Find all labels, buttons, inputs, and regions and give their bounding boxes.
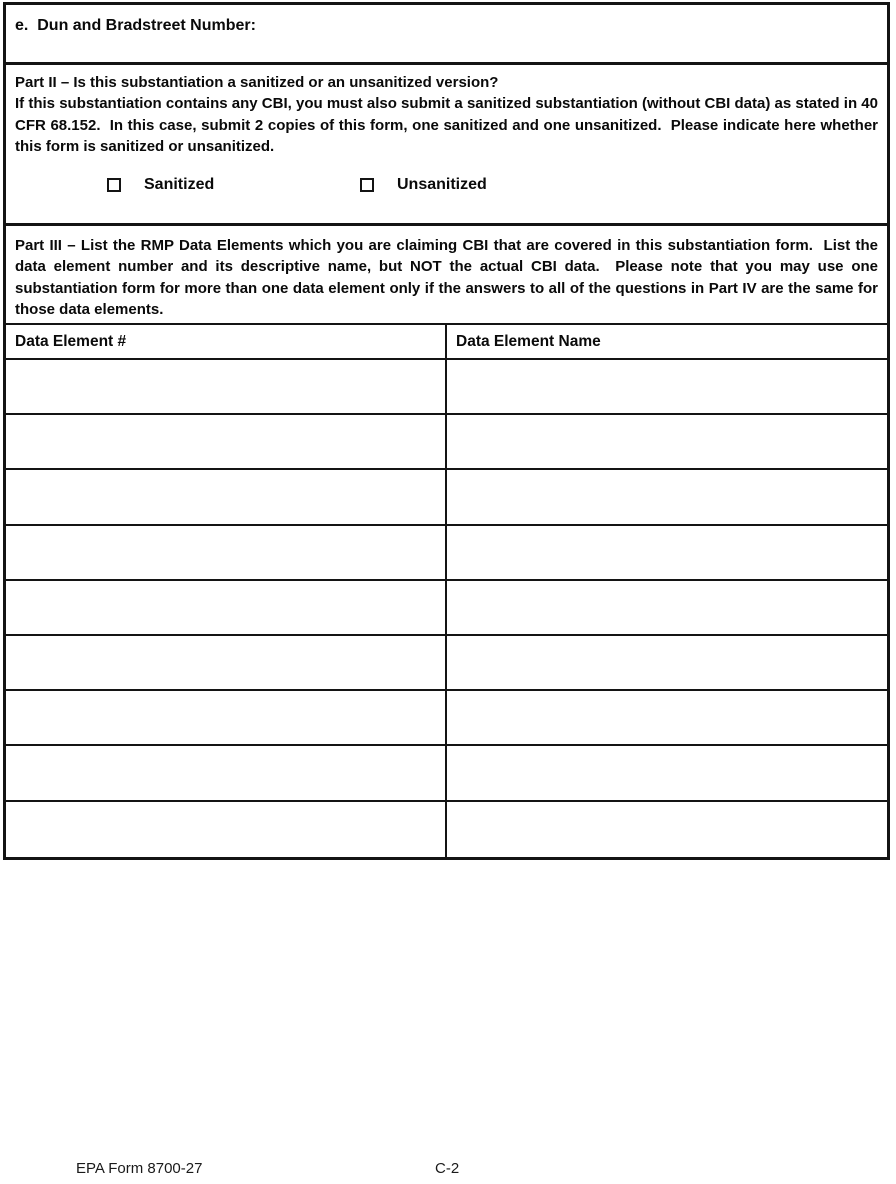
- sanitized-options-row: [15, 176, 878, 198]
- data-element-name-cell[interactable]: [447, 470, 887, 523]
- header-data-element-name: Data Element Name: [456, 332, 601, 350]
- table-row: [6, 360, 887, 415]
- table-row: [6, 802, 887, 858]
- table-row: [6, 691, 887, 746]
- data-element-number-cell[interactable]: [6, 746, 447, 799]
- data-element-name-cell[interactable]: [447, 581, 887, 634]
- unsanitized-label: Unsanitized: [397, 176, 487, 194]
- part2-section: [6, 65, 887, 226]
- data-element-name-cell[interactable]: [447, 360, 887, 413]
- part3-body: Part III – List the RMP Data Elements which you are claiming CBI that are covered in this substantiation form. List the data element number and its descriptive name, but NOT the actual CBI data. Please note that you may use one substantiation form for more than one data element only if the answers to all of the questions in Part IV are the same for those data elements.: [15, 237, 883, 318]
- data-element-name-cell[interactable]: [447, 746, 887, 799]
- sanitized-label: Sanitized: [144, 176, 215, 194]
- table-row: [6, 470, 887, 525]
- table-row: [6, 581, 887, 636]
- footer-form-number: EPA Form 8700-27: [76, 1160, 203, 1177]
- sanitized-checkbox[interactable]: [107, 178, 121, 192]
- data-element-name-cell[interactable]: [447, 636, 887, 689]
- cbi-substantiation-form: [3, 2, 890, 860]
- data-elements-table-header: [6, 325, 887, 360]
- data-element-number-cell[interactable]: [6, 802, 447, 858]
- header-data-element-number: Data Element #: [6, 325, 447, 358]
- part2-title: Part II – Is this substantiation a sanitized or an unsanitized version?: [15, 74, 499, 91]
- footer-page-number: C-2: [435, 1160, 460, 1177]
- sanitized-option[interactable]: [107, 176, 214, 194]
- data-element-number-cell[interactable]: [6, 526, 447, 579]
- data-element-number-cell[interactable]: [6, 415, 447, 468]
- data-element-name-cell[interactable]: [447, 802, 887, 858]
- dun-bradstreet-section[interactable]: [6, 5, 887, 65]
- data-element-number-cell[interactable]: [6, 360, 447, 413]
- data-element-number-cell[interactable]: [6, 636, 447, 689]
- dun-bradstreet-label: e. Dun and Bradstreet Number:: [15, 17, 256, 34]
- unsanitized-option[interactable]: [360, 176, 487, 194]
- data-element-number-cell[interactable]: [6, 581, 447, 634]
- data-element-name-cell[interactable]: [447, 415, 887, 468]
- data-element-number-cell[interactable]: [6, 691, 447, 744]
- data-element-name-cell[interactable]: [447, 691, 887, 744]
- data-element-name-cell[interactable]: [447, 526, 887, 579]
- table-row: [6, 636, 887, 691]
- table-row: [6, 415, 887, 470]
- data-element-number-cell[interactable]: [6, 470, 447, 523]
- table-row: [6, 526, 887, 581]
- unsanitized-checkbox[interactable]: [360, 178, 374, 192]
- table-row: [6, 746, 887, 801]
- part2-body: If this substantiation contains any CBI, you must also submit a sanitized substantiation (without CBI data) as stated in 40 CFR 68.152. In this case, submit 2 copies of this form, one sanitized and one unsanitized. Please indicate here whether this form is sanitized or unsanitized.: [15, 95, 883, 155]
- part3-section: [6, 226, 887, 325]
